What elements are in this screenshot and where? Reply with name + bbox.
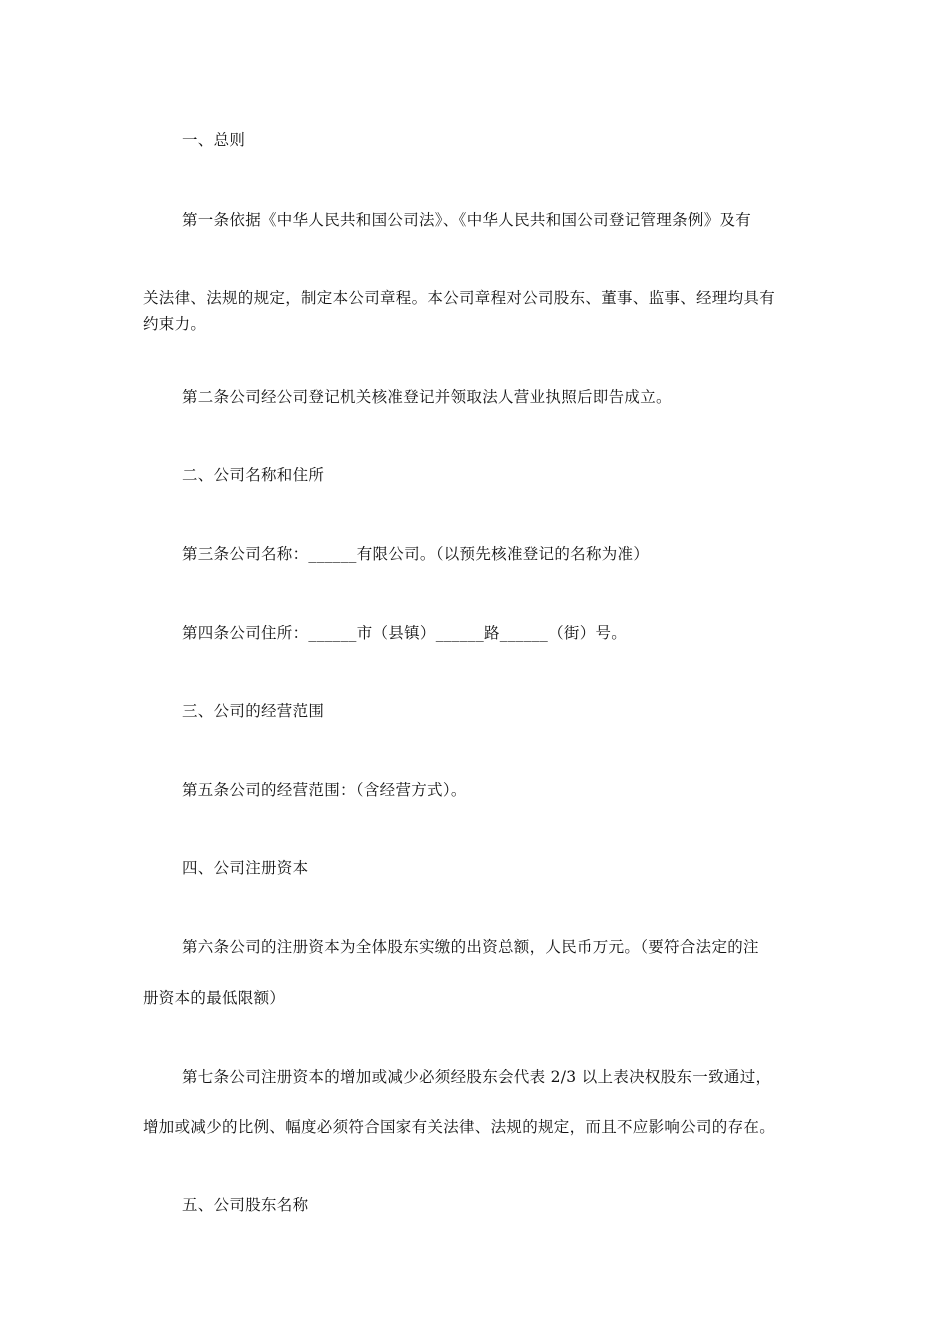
section-heading-general: 一、总则 xyxy=(182,131,246,149)
article-1-line-3: 约束力。 xyxy=(143,315,207,333)
article-1-line-2: 关法律、法规的规定，制定本公司章程。本公司章程对公司股东、董事、监事、经理均具有 xyxy=(143,289,776,307)
section-heading-name-address: 二、公司名称和住所 xyxy=(182,466,325,484)
article-3: 第三条公司名称：______有限公司。（以预先核准登记的名称为准） xyxy=(182,545,650,563)
article-2: 第二条公司经公司登记机关核准登记并领取法人营业执照后即告成立。 xyxy=(182,388,672,406)
article-4: 第四条公司住所：______市（县镇）______路______（街）号。 xyxy=(182,624,628,642)
article-7-line-2: 增加或减少的比例、幅度必须符合国家有关法律、法规的规定，而且不应影响公司的存在。 xyxy=(143,1118,776,1136)
article-7-line-1: 第七条公司注册资本的增加或减少必须经股东会代表 2/3 以上表决权股东一致通过， xyxy=(182,1068,772,1086)
article-6-line-2: 册资本的最低限额） xyxy=(143,989,286,1007)
article-6-line-1: 第六条公司的注册资本为全体股东实缴的出资总额，人民币万元。（要符合法定的注 xyxy=(182,938,759,956)
section-heading-shareholders: 五、公司股东名称 xyxy=(182,1196,309,1214)
article-1-line-1: 第一条依据《中华人民共和国公司法》、《中华人民共和国公司登记管理条例》及有 xyxy=(182,211,752,229)
article-5: 第五条公司的经营范围：（含经营方式）。 xyxy=(182,781,467,799)
section-heading-registered-capital: 四、公司注册资本 xyxy=(182,859,309,877)
section-heading-business-scope: 三、公司的经营范围 xyxy=(182,702,325,720)
